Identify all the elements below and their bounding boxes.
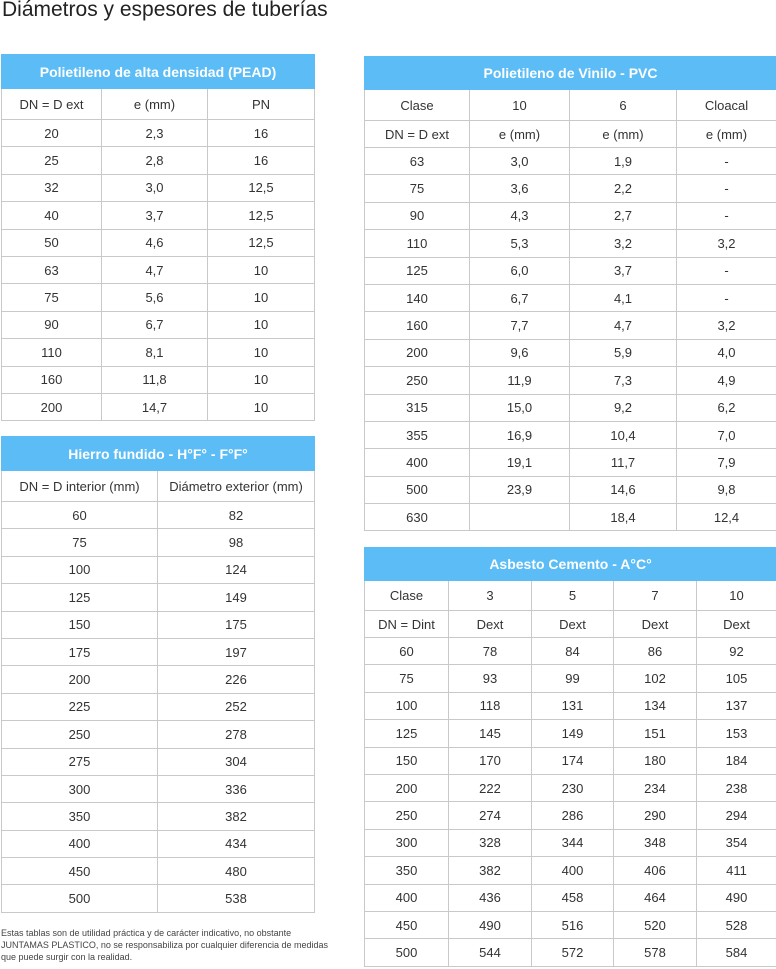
table-cell: 252 <box>158 693 315 720</box>
pead-header-cell: DN = D ext <box>2 89 102 120</box>
table-row <box>2 666 315 693</box>
table-cell: 145 <box>449 720 532 747</box>
table-row <box>365 802 776 829</box>
table-row <box>2 256 315 283</box>
pvc-header-cell: e (mm) <box>470 121 570 148</box>
table-cell: 10 <box>208 256 315 283</box>
table-cell: 160 <box>2 366 102 393</box>
table-cell: 134 <box>614 692 697 719</box>
table-cell: 86 <box>614 638 697 665</box>
table-row <box>365 692 776 719</box>
table-cell: 90 <box>365 202 470 229</box>
table-cell: 3,7 <box>570 257 677 284</box>
pead-table <box>1 54 315 421</box>
table-cell: 300 <box>365 829 449 856</box>
table-cell: 9,6 <box>470 339 570 366</box>
table-row <box>2 147 315 174</box>
table-cell: 2,7 <box>570 202 677 229</box>
pvc-class-cell: 10 <box>470 90 570 121</box>
table-row <box>2 858 315 885</box>
table-cell: 490 <box>697 884 776 911</box>
table-row <box>2 284 315 311</box>
table-cell: 84 <box>532 638 614 665</box>
table-cell: 572 <box>532 939 614 966</box>
table-row <box>2 638 315 665</box>
asbesto-table <box>364 547 776 967</box>
asbesto-title: Asbesto Cemento - A°C° <box>365 548 776 581</box>
table-row <box>365 939 776 966</box>
table-cell: 18,4 <box>570 504 677 531</box>
table-cell: 180 <box>614 747 697 774</box>
table-cell: 16 <box>208 147 315 174</box>
table-cell: 160 <box>365 312 470 339</box>
table-cell: - <box>677 148 776 175</box>
table-cell: 140 <box>365 284 470 311</box>
table-row <box>2 393 315 420</box>
table-cell: 25 <box>2 147 102 174</box>
table-cell: 3,2 <box>677 230 776 257</box>
table-cell: 355 <box>365 421 470 448</box>
table-cell: - <box>677 175 776 202</box>
table-cell: 6,7 <box>470 284 570 311</box>
table-cell: 6,7 <box>102 311 208 338</box>
table-cell: 286 <box>532 802 614 829</box>
table-cell: 175 <box>2 638 158 665</box>
table-row <box>2 202 315 229</box>
table-row <box>2 748 315 775</box>
table-cell: 294 <box>697 802 776 829</box>
asbesto-class-cell: 3 <box>449 581 532 611</box>
table-row <box>365 175 776 202</box>
table-row <box>365 638 776 665</box>
table-cell: 92 <box>697 638 776 665</box>
pvc-table <box>364 56 776 531</box>
table-cell: 11,7 <box>570 449 677 476</box>
table-row <box>365 504 776 531</box>
hierro-title: Hierro fundido - H°F° - F°F° <box>2 437 315 471</box>
table-cell: 578 <box>614 939 697 966</box>
table-cell: 516 <box>532 911 614 938</box>
table-cell: 5,9 <box>570 339 677 366</box>
table-cell: 32 <box>2 174 102 201</box>
table-cell: 99 <box>532 665 614 692</box>
table-row <box>365 665 776 692</box>
table-cell: 82 <box>158 502 315 529</box>
table-cell: 4,9 <box>677 367 776 394</box>
table-cell: 500 <box>2 885 158 912</box>
table-cell: 131 <box>532 692 614 719</box>
table-row <box>2 174 315 201</box>
asbesto-header-cell: Dext <box>449 611 532 638</box>
table-cell: 250 <box>365 367 470 394</box>
table-cell: 538 <box>158 885 315 912</box>
table-cell: 75 <box>2 284 102 311</box>
hierro-table <box>1 436 315 913</box>
table-cell: 184 <box>697 747 776 774</box>
table-cell: 458 <box>532 884 614 911</box>
table-cell: 200 <box>365 774 449 801</box>
pvc-header-cell: e (mm) <box>570 121 677 148</box>
table-cell: 200 <box>2 393 102 420</box>
table-cell: 520 <box>614 911 697 938</box>
table-cell: 75 <box>365 175 470 202</box>
table-cell: 450 <box>365 911 449 938</box>
asbesto-class-cell: 5 <box>532 581 614 611</box>
table-row <box>365 421 776 448</box>
page-title: Diámetros y espesores de tuberías <box>2 0 328 21</box>
table-row <box>365 339 776 366</box>
table-cell: 450 <box>2 858 158 885</box>
table-cell: 290 <box>614 802 697 829</box>
table-cell: 10,4 <box>570 421 677 448</box>
table-cell: 10 <box>208 339 315 366</box>
table-cell: 348 <box>614 829 697 856</box>
table-row <box>2 366 315 393</box>
table-row <box>2 502 315 529</box>
table-row <box>2 556 315 583</box>
table-cell: 9,8 <box>677 476 776 503</box>
table-cell: 4,0 <box>677 339 776 366</box>
table-cell: 275 <box>2 748 158 775</box>
table-cell: 528 <box>697 911 776 938</box>
table-cell: 350 <box>2 803 158 830</box>
table-cell: 7,3 <box>570 367 677 394</box>
asbesto-class-cell: Clase <box>365 581 449 611</box>
pead-header-cell: e (mm) <box>102 89 208 120</box>
table-cell: 278 <box>158 721 315 748</box>
table-cell: 382 <box>158 803 315 830</box>
table-cell: 238 <box>697 774 776 801</box>
table-cell: 328 <box>449 829 532 856</box>
table-row <box>2 529 315 556</box>
table-cell: 10 <box>208 366 315 393</box>
table-cell: 125 <box>2 584 158 611</box>
table-row <box>365 394 776 421</box>
table-cell: 19,1 <box>470 449 570 476</box>
table-cell: 584 <box>697 939 776 966</box>
table-row <box>2 584 315 611</box>
table-cell: 118 <box>449 692 532 719</box>
asbesto-header-cell: Dext <box>697 611 776 638</box>
table-row <box>2 803 315 830</box>
table-cell: 149 <box>158 584 315 611</box>
table-cell: 14,7 <box>102 393 208 420</box>
table-cell: 4,7 <box>570 312 677 339</box>
table-cell: 8,1 <box>102 339 208 366</box>
table-cell: 222 <box>449 774 532 801</box>
hierro-header-cell: Diámetro exterior (mm) <box>158 471 315 502</box>
table-cell: 93 <box>449 665 532 692</box>
table-cell: 40 <box>2 202 102 229</box>
table-row <box>365 367 776 394</box>
pead-title: Polietileno de alta densidad (PEAD) <box>2 55 315 89</box>
table-cell: 3,0 <box>102 174 208 201</box>
table-cell: 5,3 <box>470 230 570 257</box>
pvc-class-row <box>365 90 776 121</box>
asbesto-class-row <box>365 581 776 611</box>
table-cell: 150 <box>2 611 158 638</box>
table-cell: 4,7 <box>102 256 208 283</box>
table-cell: 2,8 <box>102 147 208 174</box>
table-cell: 4,6 <box>102 229 208 256</box>
table-cell: 50 <box>2 229 102 256</box>
hierro-header-cell: DN = D interior (mm) <box>2 471 158 502</box>
table-cell: 100 <box>2 556 158 583</box>
table-cell: - <box>677 202 776 229</box>
table-row <box>2 120 315 147</box>
table-cell: 12,5 <box>208 229 315 256</box>
disclaimer-footnote: Estas tablas son de utilidad práctica y de carácter indicativo, no obstante JUNTAMAS PLASTICO, no se responsabiliza por cualquier diferencia de medidas que puede surgir con la realidad. <box>1 928 328 962</box>
table-cell: 90 <box>2 311 102 338</box>
table-cell: 153 <box>697 720 776 747</box>
table-row <box>365 449 776 476</box>
table-cell: 100 <box>365 692 449 719</box>
table-cell: 274 <box>449 802 532 829</box>
pvc-title: Polietileno de Vinilo - PVC <box>365 57 776 90</box>
table-row <box>365 884 776 911</box>
table-cell: 60 <box>365 638 449 665</box>
table-cell: 400 <box>365 449 470 476</box>
table-cell: 3,6 <box>470 175 570 202</box>
table-cell: 7,9 <box>677 449 776 476</box>
table-cell: 16 <box>208 120 315 147</box>
table-cell: 20 <box>2 120 102 147</box>
table-row <box>2 229 315 256</box>
table-cell: 14,6 <box>570 476 677 503</box>
pvc-header-cell: DN = D ext <box>365 121 470 148</box>
asbesto-class-cell: 10 <box>697 581 776 611</box>
asbesto-header-cell: DN = Dint <box>365 611 449 638</box>
table-cell: 125 <box>365 257 470 284</box>
table-cell: 63 <box>365 148 470 175</box>
table-cell: 382 <box>449 857 532 884</box>
table-cell: 10 <box>208 393 315 420</box>
table-cell: 105 <box>697 665 776 692</box>
table-cell: 11,9 <box>470 367 570 394</box>
table-row <box>365 829 776 856</box>
table-cell: 4,3 <box>470 202 570 229</box>
table-cell: 60 <box>2 502 158 529</box>
table-cell: 354 <box>697 829 776 856</box>
table-cell: 411 <box>697 857 776 884</box>
table-cell: 3,7 <box>102 202 208 229</box>
table-cell: 300 <box>2 775 158 802</box>
table-cell: 464 <box>614 884 697 911</box>
table-cell: 2,2 <box>570 175 677 202</box>
table-cell: 110 <box>365 230 470 257</box>
table-cell: 500 <box>365 476 470 503</box>
table-row <box>2 775 315 802</box>
table-row <box>365 230 776 257</box>
table-cell: 230 <box>532 774 614 801</box>
pvc-header-row <box>365 121 776 148</box>
table-cell: 500 <box>365 939 449 966</box>
table-row <box>2 693 315 720</box>
table-cell: 137 <box>697 692 776 719</box>
table-row <box>2 885 315 912</box>
hierro-header-row <box>2 471 315 502</box>
table-cell: 234 <box>614 774 697 801</box>
table-cell: 250 <box>365 802 449 829</box>
table-cell: 3,0 <box>470 148 570 175</box>
table-cell: 336 <box>158 775 315 802</box>
table-cell: 23,9 <box>470 476 570 503</box>
table-cell: 175 <box>158 611 315 638</box>
pead-header-row <box>2 89 315 120</box>
table-cell: 75 <box>2 529 158 556</box>
table-cell: 174 <box>532 747 614 774</box>
table-cell: 170 <box>449 747 532 774</box>
table-cell: 630 <box>365 504 470 531</box>
asbesto-header-row <box>365 611 776 638</box>
table-row <box>365 720 776 747</box>
table-cell: 1,9 <box>570 148 677 175</box>
table-row <box>365 148 776 175</box>
table-cell: 400 <box>365 884 449 911</box>
table-cell: 226 <box>158 666 315 693</box>
table-cell: 12,4 <box>677 504 776 531</box>
asbesto-header-cell: Dext <box>532 611 614 638</box>
table-row <box>365 747 776 774</box>
table-cell: 200 <box>2 666 158 693</box>
table-cell: 9,2 <box>570 394 677 421</box>
table-cell: 406 <box>614 857 697 884</box>
table-row <box>365 476 776 503</box>
table-cell: 149 <box>532 720 614 747</box>
table-row <box>365 911 776 938</box>
pvc-class-cell: Cloacal <box>677 90 776 121</box>
table-cell: 250 <box>2 721 158 748</box>
table-cell: 6,2 <box>677 394 776 421</box>
pvc-class-cell: Clase <box>365 90 470 121</box>
table-cell: 110 <box>2 339 102 366</box>
table-cell: 150 <box>365 747 449 774</box>
table-cell: 5,6 <box>102 284 208 311</box>
table-cell: 3,2 <box>677 312 776 339</box>
table-cell: 10 <box>208 284 315 311</box>
table-row <box>365 284 776 311</box>
table-cell: 75 <box>365 665 449 692</box>
table-cell: 6,0 <box>470 257 570 284</box>
table-row <box>2 339 315 366</box>
table-cell: 98 <box>158 529 315 556</box>
table-cell: 2,3 <box>102 120 208 147</box>
pvc-header-cell: e (mm) <box>677 121 776 148</box>
table-row <box>365 857 776 884</box>
table-cell: 124 <box>158 556 315 583</box>
table-cell: 434 <box>158 830 315 857</box>
table-cell: 7,7 <box>470 312 570 339</box>
table-row <box>2 830 315 857</box>
table-cell: 197 <box>158 638 315 665</box>
table-cell: 125 <box>365 720 449 747</box>
pead-header-cell: PN <box>208 89 315 120</box>
table-cell: 15,0 <box>470 394 570 421</box>
table-cell: 490 <box>449 911 532 938</box>
table-row <box>365 312 776 339</box>
table-cell: 304 <box>158 748 315 775</box>
pvc-class-cell: 6 <box>570 90 677 121</box>
table-row <box>2 611 315 638</box>
table-cell: 480 <box>158 858 315 885</box>
table-cell: 12,5 <box>208 202 315 229</box>
table-cell: 102 <box>614 665 697 692</box>
table-row <box>2 311 315 338</box>
table-cell: 11,8 <box>102 366 208 393</box>
table-cell: 344 <box>532 829 614 856</box>
table-cell: 315 <box>365 394 470 421</box>
asbesto-header-cell: Dext <box>614 611 697 638</box>
table-cell: 544 <box>449 939 532 966</box>
table-cell: 3,2 <box>570 230 677 257</box>
table-cell: 12,5 <box>208 174 315 201</box>
table-cell: 78 <box>449 638 532 665</box>
table-cell: 7,0 <box>677 421 776 448</box>
table-cell: 10 <box>208 311 315 338</box>
asbesto-class-cell: 7 <box>614 581 697 611</box>
table-cell: 63 <box>2 256 102 283</box>
table-cell: 436 <box>449 884 532 911</box>
table-cell: 350 <box>365 857 449 884</box>
table-cell <box>470 504 570 531</box>
table-row <box>365 774 776 801</box>
table-cell: 4,1 <box>570 284 677 311</box>
table-cell: 400 <box>2 830 158 857</box>
table-cell: 151 <box>614 720 697 747</box>
table-cell: 400 <box>532 857 614 884</box>
table-row <box>365 257 776 284</box>
table-row <box>365 202 776 229</box>
table-cell: 16,9 <box>470 421 570 448</box>
table-cell: - <box>677 257 776 284</box>
table-cell: - <box>677 284 776 311</box>
table-cell: 200 <box>365 339 470 366</box>
table-row <box>2 721 315 748</box>
table-cell: 225 <box>2 693 158 720</box>
